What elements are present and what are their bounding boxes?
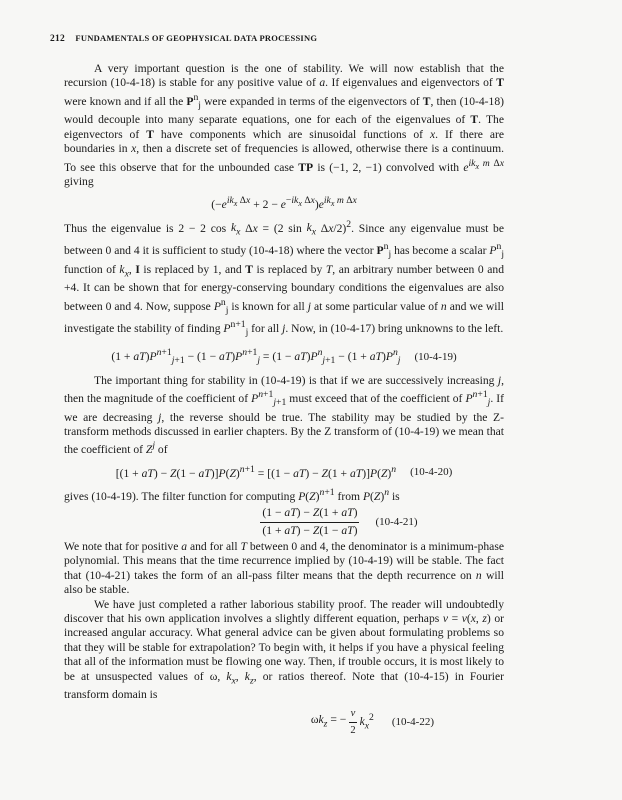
running-title: FUNDAMENTALS OF GEOPHYSICAL DATA PROCESSING [75,33,318,43]
fraction-denominator: (1 + aT) − Z(1 − aT) [262,523,358,537]
paragraph-general-advice: We have just completed a rather laborious stability proof. The reader will undoubtedly discover that his own application involves a slightly different equation, perhaps v = v(x, z) or increased angular accuracy. What general advice can be given about formulating problems so that they will be stable for extrapolation? To begin with, it helps if you have a physical feeling that all of the information must be flowing one way. Then, if trouble occurs, it is most likely to be at unsuspected values of ω, $k_x$, $k_z$, or ratios thereof. Note that (10-4-15) in Fourier transform domain is [64,597,504,702]
filter-fraction [260,506,359,538]
page-number: 212 [50,34,65,44]
equation-label: (10-4-19) [414,351,457,364]
equation-eigen-expansion: $(-e^{ik_x \Delta x} + 2 - e^{-ik_x \Delta x})e^{ik_x m \Delta x}$ [211,195,357,212]
page-body [64,62,504,744]
paragraph-filter-function: gives (10-4-19). The filter function for computing $P(Z)^{n+1}$ from $P(Z)^n$ is [64,486,400,503]
paragraph-minimum-phase: We note that for positive a and for all T between 0 and 4, the denominator is a minimum-phase polynomial. This means that the time recurrence implied by (10-4-19) will be stable. The fact that (10-4-21) takes the form of an all-pass filter means that the depth recurrence on n will also be stable. [64,539,504,597]
paragraph-stability-condition: The important thing for stability in (10-4-19) is that if we are successively increasing j, then the magnitude of the coefficient of $P^{n+1}_{j+1}$ must exceed that of the coefficient of $P^{n+1}_j$. If we are decreasing j, the reverse should be true. The stability may be studied by the Z-transform methods discussed in earlier chapters. By the Z transform of (10-4-19) we mean that the coefficient of $Z^j$ of [64,373,505,457]
fraction-numerator: (1 − aT) − Z(1 + aT) [260,506,359,522]
paragraph-stability-intro: A very important question is the one of stability. We will now establish that the recursion (10-4-18) is stable for any positive value of a. If eigenvalues and eigenvectors of T were known and if all the $P^n_j$ were expanded in terms of the eigenvectors of T, then (10-4-18) would decouple into many separate equations, one for each of the eigenvalues of T. The eigenvectors of T have components which are sinusoidal functions of x. If there are boundaries in x, then a discrete set of frequencies is allowed, otherwise there is a continuum. To see this observe that for the unbounded case TP is (−1, 2, −1) convolved with $e^{ik_x m \Delta x}$ giving [64,62,504,188]
equation-10-4-21 [64,506,504,538]
equation-10-4-22: $\omega k_z$ = − $\frac{v}{2}$ $k_x^2$ (10-4-22) [64,707,504,739]
equation-label: (10-4-21) [375,515,418,528]
running-header [50,33,317,44]
equation-10-4-19: $(1 + aT)P^{n+1}_{j+1} - (1 - aT)P^{n+1}_j = (1 - aT)P^n_{j+1} - (1 + aT)P^n_j$ (10-4-19) [111,346,457,367]
equation-label: (10-4-22) [391,716,434,729]
paragraph-eigenvalue: Thus the eigenvalue is 2 − 2 $\cos k_x$ Δx = (2 $\sin k_x$ Δx/2)$^2$. Since any eigenvalue must be between 0 and 4 it is sufficient to study (10-4-18) where the vector $P^n_j$ has become a scalar $P^n_j$ function of $k_x$, I is replaced by 1, and T is replaced by T, an arbitrary number between 0 and +4. It can be shown that for energy-conserving boundary conditions the eigenvalues are also between 0 and 4. Now, suppose $P^n_j$ is known for all j at some particular value of n and we will investigate the stability of finding $P^{n+1}_j$ for all j. Now, in (10-4-17) bring unknowns to the left. [64,218,505,339]
v-over-2-fraction: $\frac{v}{2}$ [350,707,356,737]
equation-label: (10-4-20) [410,465,453,478]
equation-10-4-20: $[(1 + aT) - Z(1 - aT)]P(Z)^{n+1} = [(1 - aT) - Z(1 + aT)]P(Z)^n$ (10-4-20) [115,463,453,480]
